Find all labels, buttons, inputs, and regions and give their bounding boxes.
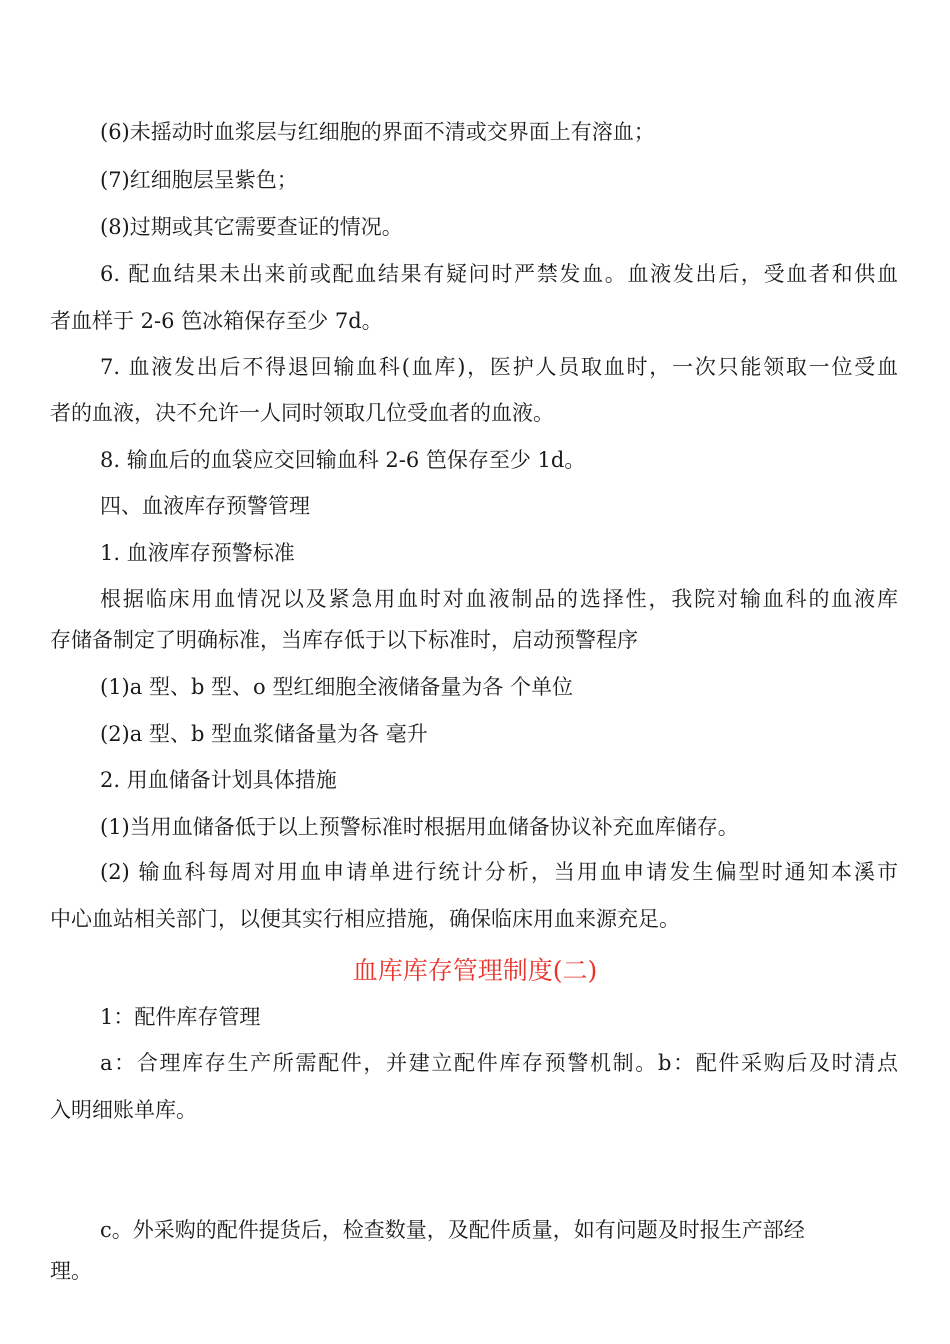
section-2-heading-1: 1：配件库存管理 <box>100 1005 261 1029</box>
section-2-paragraph-c-line-1: c。外采购的配件提货后，检查数量，及配件质量，如有问题及时报生产部经 <box>100 1218 805 1242</box>
section-2-paragraph-c-line-2: 理。 <box>50 1259 92 1283</box>
paragraph-7-line-1: 7. 血液发出后不得退回输血科(血库)，医护人员取血时，一次只能领取一位受血 <box>100 355 898 379</box>
section-heading-4: 四、血液库存预警管理 <box>100 494 310 518</box>
paragraph-standard-line-2: 存储备制定了明确标准，当库存低于以下标准时，启动预警程序 <box>50 628 638 652</box>
subheading-1: 1. 血液库存预警标准 <box>100 541 295 565</box>
paragraph-item-7: (7)红细胞层呈紫色； <box>100 168 298 192</box>
measure-item-2-line-1: (2) 输血科每周对用血申请单进行统计分析，当用血申请发生偏型时通知本溪市 <box>100 860 898 884</box>
subheading-2: 2. 用血储备计划具体措施 <box>100 768 337 792</box>
section-2-paragraph-a-line-2: 入明细账单库。 <box>50 1098 197 1122</box>
paragraph-item-6: (6)未摇动时血浆层与红细胞的界面不清或交界面上有溶血； <box>100 120 655 144</box>
paragraph-item-8: (8)过期或其它需要查证的情况。 <box>100 215 403 239</box>
section-2-paragraph-a-line-1: a：合理库存生产所需配件，并建立配件库存预警机制。b：配件采购后及时清点 <box>100 1051 898 1075</box>
paragraph-7-line-2: 者的血液，决不允许一人同时领取几位受血者的血液。 <box>50 401 554 425</box>
paragraph-standard-line-1: 根据临床用血情况以及紧急用血时对血液制品的选择性，我院对输血科的血液库 <box>100 587 898 611</box>
paragraph-6-line-2: 者血样于 2-6 笆冰箱保存至少 7d。 <box>50 309 383 333</box>
measure-item-1: (1)当用血储备低于以上预警标准时根据用血储备协议补充血库储存。 <box>100 815 739 839</box>
measure-item-2-line-2: 中心血站相关部门，以便其实行相应措施，确保临床用血来源充足。 <box>50 907 680 931</box>
paragraph-6-line-1: 6. 配血结果未出来前或配血结果有疑问时严禁发血。血液发出后，受血者和供血 <box>100 262 898 286</box>
standard-item-2: (2)a 型、b 型血浆储备量为各 毫升 <box>100 722 428 746</box>
section-title: 血库库存管理制度(二) <box>352 956 598 985</box>
standard-item-1: (1)a 型、b 型、o 型红细胞全液储备量为各 个单位 <box>100 675 574 699</box>
paragraph-8: 8. 输血后的血袋应交回输血科 2-6 笆保存至少 1d。 <box>100 448 586 472</box>
